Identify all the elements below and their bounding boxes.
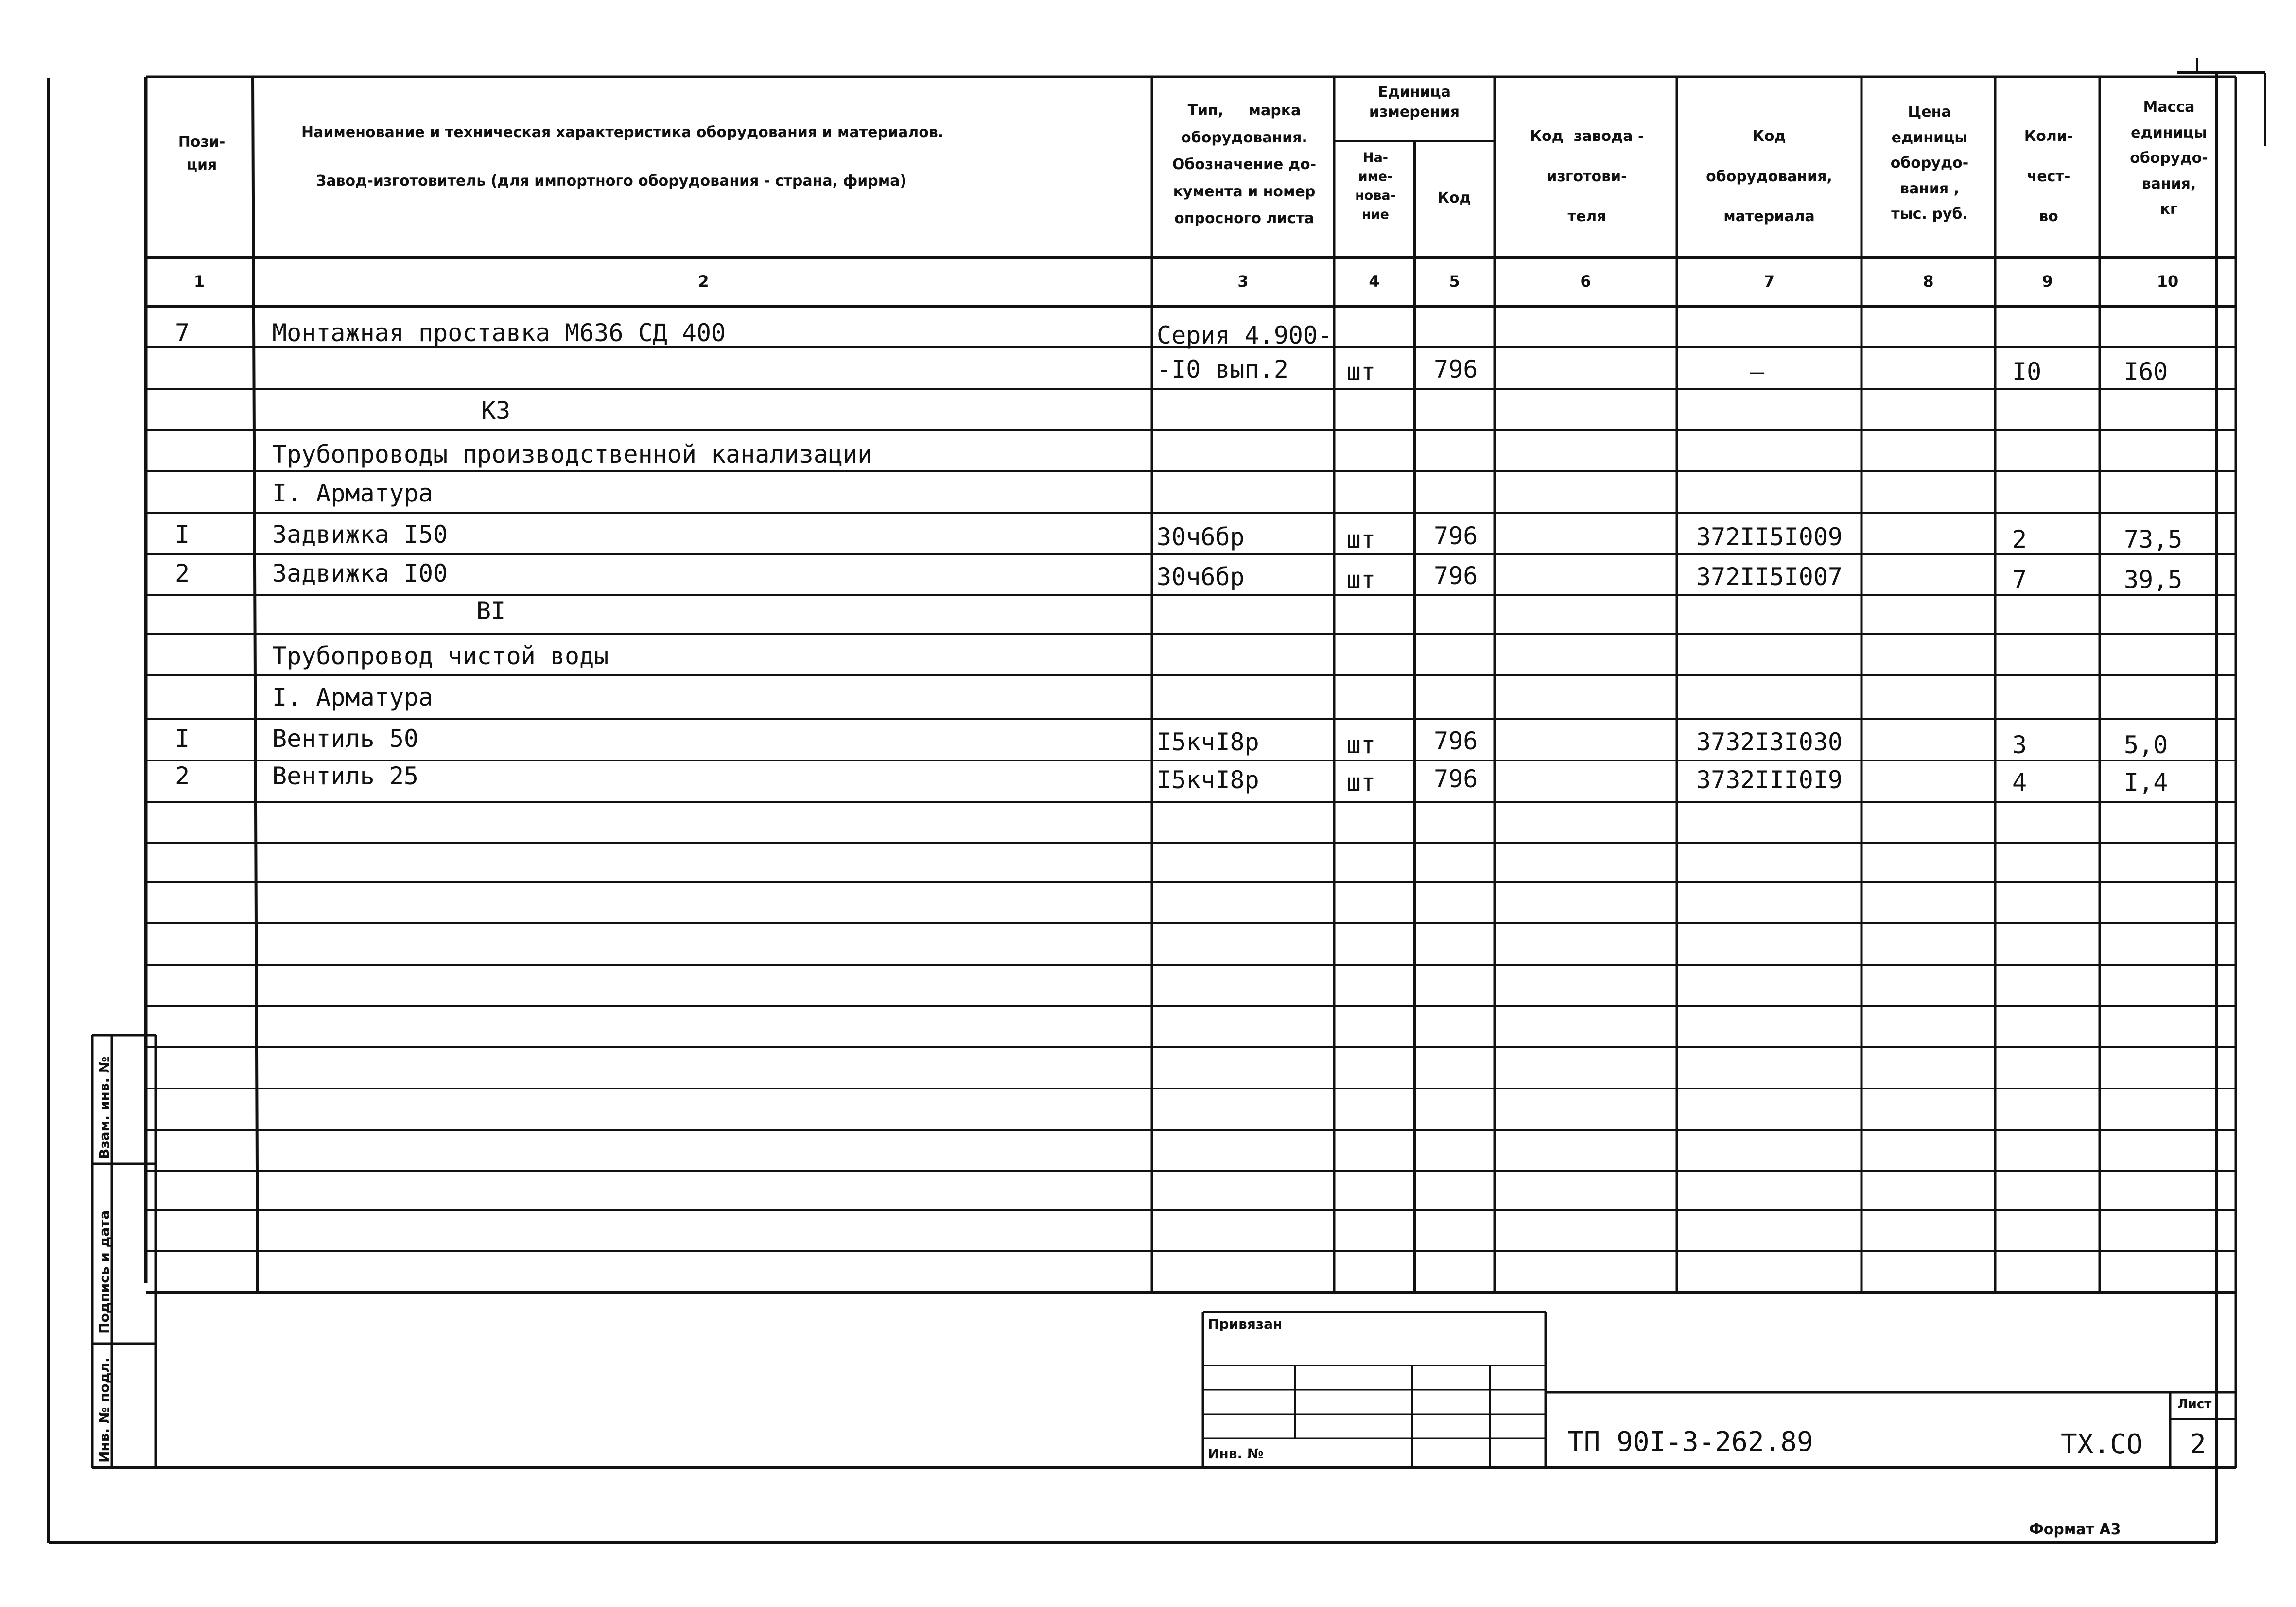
stamp-privyazan: Привязан	[1208, 1316, 1283, 1332]
sheet-label: Лист	[2177, 1397, 2212, 1412]
cell-name: Задвижка I50	[272, 520, 448, 549]
cell-unit: шт	[1346, 566, 1376, 594]
cell-type: I5кчI8р	[1157, 728, 1259, 756]
cell-name: Вентиль 25	[272, 762, 419, 790]
header-mass: Масса единицы оборудо- вания, кг	[2130, 99, 2208, 218]
cell-name: К3	[481, 397, 511, 425]
col-number: 8	[1923, 272, 1934, 291]
side-label-inv: Инв. № подл.	[96, 1357, 112, 1463]
header-type: Тип, марка оборудования. Обозначение до- кумента и номер опросного листа	[1172, 102, 1317, 227]
cell-pos: I	[175, 725, 190, 753]
header-qty: Коли- чест- во	[2024, 128, 2073, 225]
header-unit-name: На- име- нова- ние	[1355, 150, 1396, 223]
col-number: 7	[1763, 272, 1775, 291]
cell-pos: 2	[175, 559, 190, 588]
cell-name: I. Арматура	[272, 683, 434, 711]
col-number: 10	[2157, 272, 2179, 291]
cell-name: Трубопровод чистой воды	[272, 642, 609, 670]
cell-type: 30ч6бр	[1157, 523, 1245, 551]
header-position: Пози- ция	[178, 134, 226, 173]
cell-unit: шт	[1346, 731, 1376, 759]
header-name-line2: Завод-изготовитель (для импортного оборудования - страна, фирма)	[316, 173, 907, 190]
cell-pos: I	[175, 520, 190, 549]
cell-mass: 5,0	[2124, 731, 2168, 759]
col-number: 1	[193, 272, 205, 291]
cell-name: Монтажная проставка М636 СД 400	[272, 319, 726, 347]
side-label-vzam: Взам. инв. №	[96, 1056, 112, 1159]
cell-type: -I0 вып.2	[1157, 355, 1288, 383]
cell-code: 796	[1434, 355, 1478, 383]
col-number: 3	[1237, 272, 1249, 291]
document-mark: ТХ.СО	[2061, 1429, 2143, 1460]
col-number: 6	[1580, 272, 1591, 291]
cell-equip: 372II5I009	[1696, 523, 1843, 551]
cell-mass: I60	[2124, 358, 2168, 386]
col-number: 2	[698, 272, 709, 291]
cell-mass: I,4	[2124, 768, 2168, 796]
cell-qty: 3	[2012, 731, 2027, 759]
col-number: 9	[2042, 272, 2053, 291]
format-label: Формат А3	[2029, 1521, 2121, 1538]
cell-equip: –	[1750, 358, 1765, 386]
cell-name: I. Арматура	[272, 479, 434, 507]
cell-mass: 73,5	[2124, 525, 2183, 553]
cell-name: ВI	[476, 597, 506, 625]
cell-equip: 3732I3I030	[1696, 728, 1843, 756]
cell-name: Трубопроводы производственной канализации	[272, 440, 872, 468]
cell-mass: 39,5	[2124, 566, 2183, 594]
header-price: Цена единицы оборудо- вания , тыс. руб.	[1890, 104, 1969, 223]
cell-code: 796	[1434, 765, 1478, 793]
cell-name: Вентиль 50	[272, 725, 419, 753]
header-unit-group: Единица измерения	[1369, 84, 1460, 121]
document-code: ТП 90I-3-262.89	[1567, 1426, 1813, 1458]
cell-code: 796	[1434, 522, 1478, 550]
cell-name: Задвижка I00	[272, 559, 448, 588]
cell-code: 796	[1434, 727, 1478, 755]
cell-type: 30ч6бр	[1157, 563, 1245, 591]
cell-qty: 2	[2012, 525, 2027, 553]
cell-type: Серия 4.900-	[1157, 321, 1333, 349]
cell-qty: 4	[2012, 768, 2027, 796]
cell-pos: 2	[175, 762, 190, 790]
cell-pos: 7	[175, 319, 190, 347]
cell-type: I5кчI8р	[1157, 766, 1259, 794]
cell-unit: шт	[1346, 768, 1376, 796]
cell-code: 796	[1434, 562, 1478, 590]
cell-equip: 3732III0I9	[1696, 766, 1843, 794]
cell-equip: 372II5I007	[1696, 563, 1843, 591]
side-label-podpis: Подпись и дата	[96, 1210, 112, 1334]
header-name-line1: Наименование и техническая характеристика оборудования и материалов.	[301, 124, 944, 141]
cell-unit: шт	[1346, 358, 1376, 386]
stamp-inv-no: Инв. №	[1208, 1446, 1264, 1462]
col-number: 4	[1369, 272, 1380, 291]
col-number: 5	[1449, 272, 1460, 291]
header-plant-code: Код завода - изготови- теля	[1530, 128, 1644, 225]
cell-unit: шт	[1346, 525, 1376, 553]
sheet-number: 2	[2190, 1429, 2206, 1460]
header-unit-code: Код	[1437, 190, 1471, 207]
header-equip-code: Код оборудования, материала	[1706, 128, 1832, 225]
cell-qty: 7	[2012, 566, 2027, 594]
cell-qty: I0	[2012, 358, 2042, 386]
